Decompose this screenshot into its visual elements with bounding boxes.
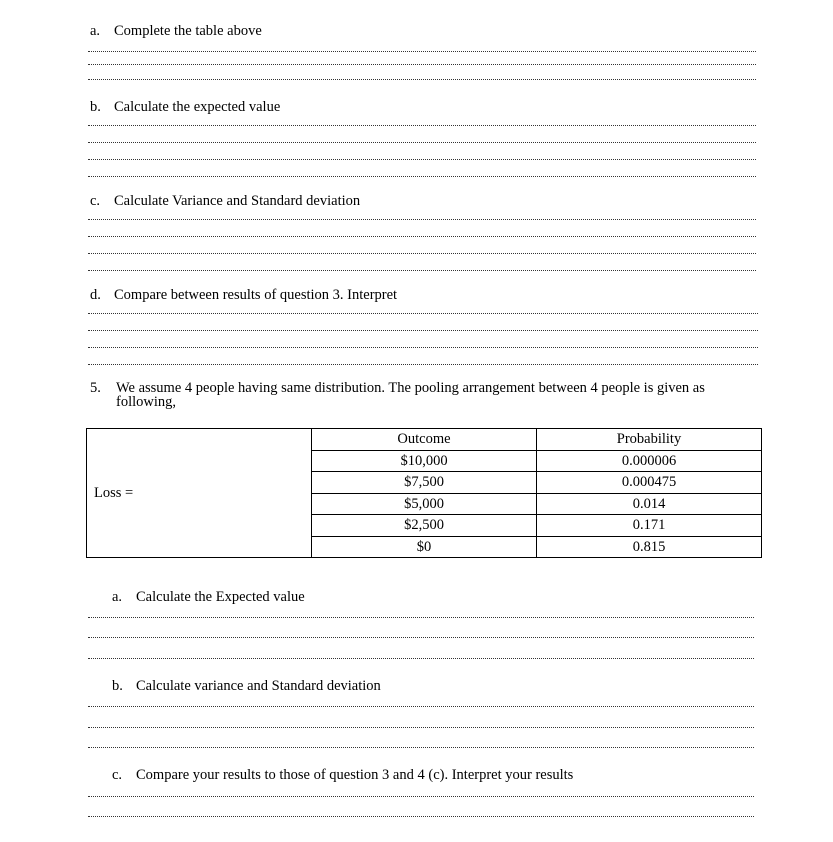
question-label: b. [90,99,101,115]
question-5a [112,589,305,605]
question-text: Compare between results of question 3. Interpret [114,287,398,303]
question-text: Calculate Variance and Standard deviation [114,193,361,209]
answer-line[interactable] [88,796,754,797]
probability-cell: 0.000006 [537,450,762,472]
answer-line[interactable] [88,219,756,220]
loss-distribution-table [86,428,762,558]
answer-line[interactable] [88,313,758,314]
question-c [90,193,360,209]
question-text: Calculate variance and Standard deviation [136,678,381,694]
answer-line[interactable] [88,637,754,638]
question-label: a. [90,23,101,39]
loss-label: Loss = [87,429,312,558]
probability-cell: 0.815 [537,536,762,558]
answer-line[interactable] [88,176,756,177]
question-text: Compare your results to those of question 3 and 4 (c). Interpret your results [136,767,574,783]
answer-line[interactable] [88,347,758,348]
question-label: c. [112,767,123,783]
answer-line[interactable] [88,706,754,707]
answer-line[interactable] [88,236,756,237]
probability-cell: 0.014 [537,493,762,515]
answer-line[interactable] [88,364,758,365]
question-number: 5. [90,380,101,396]
answer-line[interactable] [88,727,754,728]
probability-cell: 0.171 [537,515,762,537]
question-5b [112,678,381,694]
answer-line[interactable] [88,816,754,817]
probability-cell: 0.000475 [537,472,762,494]
question-d [90,287,397,303]
answer-line[interactable] [88,270,756,271]
outcome-cell: $10,000 [312,450,537,472]
question-text: Complete the table above [114,23,262,39]
answer-line[interactable] [88,51,756,52]
answer-line[interactable] [88,617,754,618]
question-5c [112,767,573,783]
question-a [90,23,262,39]
outcome-cell: $2,500 [312,515,537,537]
outcome-cell: $5,000 [312,493,537,515]
answer-line[interactable] [88,64,756,65]
question-b [90,99,280,115]
question-text: Calculate the Expected value [136,589,305,605]
question-label: b. [112,678,123,694]
question-text: We assume 4 people having same distribution. The pooling arrangement between 4 people is given as following, [116,380,705,410]
answer-line[interactable] [88,658,754,659]
outcome-cell: $7,500 [312,472,537,494]
answer-line[interactable] [88,747,754,748]
question-label: a. [112,589,123,605]
answer-line[interactable] [88,159,756,160]
answer-line[interactable] [88,330,758,331]
answer-line[interactable] [88,142,756,143]
header-probability: Probability [537,429,762,451]
question-text: Calculate the expected value [114,99,281,115]
answer-line[interactable] [88,125,756,126]
answer-line[interactable] [88,79,756,80]
question-label: c. [90,193,101,209]
outcome-cell: $0 [312,536,537,558]
question-label: d. [90,287,101,303]
header-outcome: Outcome [312,429,537,451]
table-header-row [87,429,762,451]
answer-line[interactable] [88,253,756,254]
